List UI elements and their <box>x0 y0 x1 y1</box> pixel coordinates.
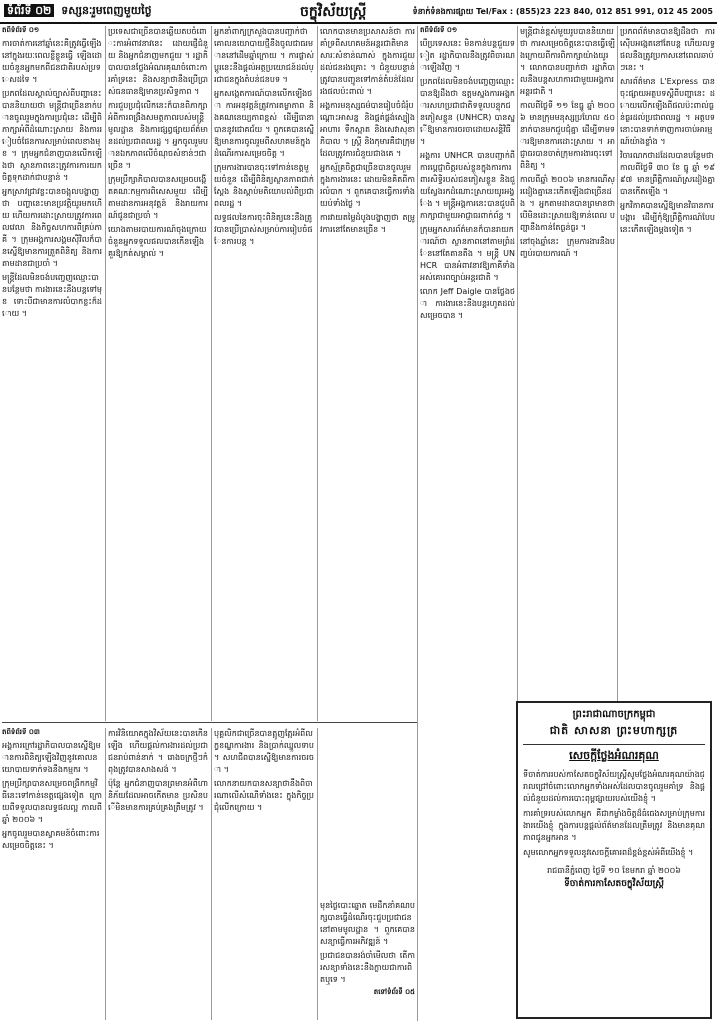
article-column-3 <box>214 26 314 716</box>
paragraph: ក្រុមប្រឹក្សាភិបាលបានសម្រេចបង្កើតគណៈកម្មការពិសេសមួយ ដើម្បីតាមដានការអនុវត្តន៍ និងរាយការណ៍ជូនជាប្រចាំ ។ <box>108 175 208 220</box>
paragraph: ប៉ុន្តែ អ្នកជំនាញបានព្រមានអំពីហានិភ័យដែលអាចកើតមាន ប្រសិនបើមិនមានការគ្រប់គ្រងត្រឹមត្រូវ ។ <box>108 779 208 812</box>
page-header <box>0 0 717 24</box>
paragraph: បើប្រទេសនេះ មិនកាន់បន្តជួយទៀត រដ្ឋាភិបាលនឹងត្រូវពិចារណាឡើងវិញ ។ <box>420 39 515 72</box>
section-label: ទស្សនៈរួមពេញមួយថ្ងៃ <box>61 4 152 17</box>
column-divider <box>617 26 618 701</box>
lower-article-column-3 <box>214 728 314 1018</box>
column-divider <box>211 26 212 721</box>
notice-signature: ទីចាត់ការកាសែតចក្ខុវិស័យស្ត្រី <box>564 879 664 889</box>
paragraph: អ្នកស្រាវជ្រាវខ្លះបានចង្អុលបង្ហាញថា បញ្ហានេះមានប្រវត្តិយូរមកហើយ ហើយការដោះស្រាយត្រូវការពេលវេលា និងកិច្ចសហការពីគ្រប់ភាគី ។ ក្រុមអង្គការសង្គមស៊ីវិលក៏បានស្នើឱ្យមានការត្រួតពិនិត្យ និងការតាមដានជាប្រចាំ ។ <box>2 187 102 268</box>
continued-to-label: តទៅទំព័រទី ០៥ <box>373 988 415 996</box>
paragraph: ប្រភពព័ត៌មានបានឱ្យដឹងថា ការស៊ើបអង្កេតនៅតែបន្ត ហើយលទ្ធផលនឹងត្រូវប្រកាសនៅពេលឆាប់ៗនេះ ។ <box>620 27 715 72</box>
paragraph: នៅចុងឆ្នាំនេះ ក្រុមការងារនឹងបញ្ចប់របាយការណ៍ ។ <box>520 237 615 258</box>
column-divider <box>517 26 518 701</box>
acknowledgement-notice <box>516 701 712 1019</box>
notice-heading <box>523 707 705 745</box>
column-divider <box>105 728 106 1020</box>
paragraph: ប្រភពដែលស្គាល់ច្បាស់ពីបញ្ហានេះបាននិយាយថា មន្ត្រីជាច្រើននាក់បានចូលរួមក្នុងការប្រជុំនេះ ដើម្បីពិភាក្សាអំពីដំណោះស្រាយ និងការរៀបចំផែនការសម្រាប់ពេលខាងមុខ ។ ក្រុមអ្នកជំនាញបានលើកឡើងថា ស្ថានភាពនេះត្រូវការការយកចិត្តទុកដាក់ជាបន្ទាន់ ។ <box>2 89 102 182</box>
paragraph: អ្នកវិភាគបានស្នើឱ្យមានវិធានការបង្ការ ដើម្បីកុំឱ្យព្រឹត្តិការណ៍បែបនេះកើតឡើងម្តងទៀត ។ <box>620 201 715 234</box>
column-divider <box>317 26 318 721</box>
column-divider <box>317 728 318 1020</box>
section-divider <box>2 722 417 723</box>
paragraph: អង្គការក្រៅរដ្ឋាភិបាលបានស្នើឱ្យមានការពិនិត្យឡើងវិញនូវគោលនយោបាយទាក់ទងនឹងកម្មករ ។ <box>2 741 101 774</box>
paragraph: មន្ត្រីដែលមិនចង់បញ្ចេញឈ្មោះបានបន្ថែមថា ការងារនេះនឹងបន្តទៅមុខ ទោះបីជាមានការលំបាកខ្លះក៏ដោយ ។ <box>2 273 102 318</box>
lower-article-column-1 <box>2 728 102 1018</box>
paragraph: លោកបានមានប្រសាសន៍ថា ការគាំទ្រពីសហគមន៍អន្តរជាតិមានសារៈសំខាន់ណាស់ ក្នុងការជួយដល់ជនរងគ្រោះ ។ ជំនួយបន្ទាន់ត្រូវបានបញ្ជូនទៅកាន់តំបន់ដែលរងផលប៉ះពាល់ ។ <box>320 27 415 96</box>
paragraph: មុនថ្ងៃបោះឆ្នោត មេដឹកនាំគណបក្សបានធ្វើដំណើរចុះជួបប្រជាជននៅតាមមូលដ្ឋាន ។ ពួកគេបានសន្យាធ្វើការអភិវឌ្ឍន៍ ។ <box>320 901 415 946</box>
continued-from-label: តពីទំព័រទី ០១ <box>420 26 458 34</box>
paragraph: កាលពីឆ្នាំ ២០០៦ មានករណីស្រដៀងគ្នានេះកើតឡើងជាច្រើនដង ។ អ្នកតាមដានបានព្រមានថា បើមិនដោះស្រាយឱ្យទាន់ពេល បញ្ហានឹងកាន់តែធ្ងន់ធ្ងរ ។ <box>520 175 615 232</box>
article-column-1 <box>2 26 102 716</box>
page-number: ទំព័រទី ០២ <box>4 4 54 17</box>
motto-line: ជាតិ សាសនា ព្រះមហាក្សត្រ <box>549 724 679 737</box>
paragraph: ក្រុមប្រឹក្សាបានសម្រេចពង្រីកកម្មវិធីនេះទៅកាន់ខេត្តផ្សេងទៀត ក្រោយពីទទួលបានលទ្ធផលល្អ កាលពីឆ្នាំ ២០០៦ ។ <box>2 779 102 824</box>
paper-title: ចក្ខុវិស័យស្ត្រី <box>300 4 367 20</box>
paragraph: លោក Jeff Daigle បានថ្លែងថា ការងារនេះនឹងបន្តរហូតដល់សម្រេចបាន ។ <box>420 287 515 320</box>
continued-from-label: តពីទំព័រទី ០៣ <box>2 728 40 736</box>
paragraph: ប្រទេសជាច្រើនបានឆ្លើយតបចំពោះការអំពាវនាវនេះ ដោយផ្ញើជំនួយ និងអ្នកជំនាញមកជួយ ។ រដ្ឋាភិបាលបានថ្លែងអំណរគុណចំពោះការគាំទ្រនេះ និងសន្យាថានឹងប្រើប្រាស់ធនធានឱ្យមានប្រសិទ្ធភាព ។ <box>108 27 208 96</box>
article-column-6 <box>520 26 615 696</box>
paragraph: អ្នកសង្កេតការណ៍បានលើកឡើងថា ការអនុវត្តន៍ត្រូវការតម្លាភាព និងគណនេយ្យភាពខ្ពស់ ដើម្បីធានាបាននូវជោគជ័យ ។ ពួកគេបានស្នើឱ្យមានការចូលរួមពីសហគមន៍ក្នុងដំណើរការសម្រេចចិត្ត ។ <box>214 89 314 158</box>
paragraph: អង្គការមនុស្សធម៌បានរៀបចំជំរុំបណ្តោះអាសន្ន និងផ្គត់ផ្គង់ស្បៀងអាហារ ទឹកស្អាត និងសេវាសុខាភិបាល ។ ស្ត្រី និងកុមារគឺជាក្រុមដែលត្រូវការជំនួយជាងគេ ។ <box>320 101 415 158</box>
column-divider <box>211 728 212 1020</box>
paragraph: ក្រុមការងារបានចុះទៅកាន់ខេត្តមួយចំនួន ដើម្បីពិនិត្យស្ថានភាពជាក់ស្តែង និងស្តាប់មតិយោបល់ពីប្រជាពលរដ្ឋ ។ <box>214 163 314 208</box>
continued-from-label: តពីទំព័រទី ០១ <box>2 26 40 34</box>
contact-info: ទំនាក់ទំនងការផ្សាយ Tel/Fax : (855)23 223 840, 012 851 991, 012 45 2005 <box>412 7 713 16</box>
article-column-5 <box>420 26 515 1016</box>
notice-paragraph: ការគាំទ្ររបស់លោកអ្នក គឺជាកម្លាំងចិត្តដ៏ធំធេងសម្រាប់ក្រុមការងារយើងខ្ញុំ ក្នុងការបន្តផ្តល់ព័ត៌មានដែលត្រឹមត្រូវ និងមានគុណភាពជូនអ្នកអាន ។ <box>523 809 705 842</box>
article-column-7 <box>620 26 715 696</box>
paragraph: ប្រជាជនបានរង់ចាំមើលថា តើការសន្យាទាំងនេះនឹងក្លាយជាការពិតឬទេ ។ <box>320 951 415 984</box>
lower-article-column-4 <box>320 900 415 1018</box>
paragraph: វិចារណកថាដដែលបានបន្ថែមថា កាលពីថ្ងៃទី ៣០ ខែ ធ្នូ ឆ្នាំ ១៩៩៧ មានព្រឹត្តិការណ៍ស្រដៀងគ្នាបានកើតឡើង ។ <box>620 151 715 196</box>
kingdom-line: ព្រះរាជាណាចក្រកម្ពុជា <box>572 709 656 720</box>
paragraph: អ្នកស្ម័គ្រចិត្តជាច្រើនបានចូលរួមក្នុងការងារនេះ ដោយមិនគិតពីការលំបាក ។ ពួកគេបានធ្វើការទាំងយប់ទាំងថ្ងៃ ។ <box>320 163 415 208</box>
column-divider <box>105 26 106 721</box>
paragraph: បុគ្គលិកជាច្រើនបានត្អូញត្អែរអំពីលក្ខខណ្ឌការងារ និងប្រាក់ឈ្នួលទាប ។ សហជីពបានស្នើឱ្យមានការចរចា ។ <box>214 729 314 774</box>
article-column-4 <box>320 26 415 1016</box>
paragraph: អ្នកនាំពាក្យក្រសួងបានបញ្ជាក់ថា គោលនយោបាយថ្មីនឹងចូលជាធរមាននៅដើមឆ្នាំក្រោយ ។ ការផ្លាស់ប្តូរនេះនឹងផ្តល់អត្ថប្រយោជន៍ដល់ប្រជាជនក្នុងតំបន់ជនបទ ។ <box>214 27 314 84</box>
notice-paragraph: ទីចាត់ការរបស់កាសែតចក្ខុវិស័យស្ត្រីសូមថ្លែងអំណរគុណយ៉ាងជ្រាលជ្រៅចំពោះលោកអ្នកទាំងអស់ដែលបានចូលរួមគាំទ្រ និងផ្តល់ជំនួយដល់ការបោះពុម្ពផ្សាយរបស់យើងខ្ញុំ ។ <box>523 770 705 803</box>
paragraph: យោងតាមរបាយការណ៍ចុងក្រោយ ចំនួនអ្នកទទួលផលបានកើនឡើងគួរឱ្យកត់សម្គាល់ ។ <box>108 225 207 258</box>
paragraph: ការវាយតម្លៃដំបូងបង្ហាញថា តម្រូវការនៅតែមានច្រើន ។ <box>320 213 415 234</box>
paragraph: មន្ត្រីជាន់ខ្ពស់មួយរូបបាននិយាយថា ការសម្រេចចិត្តនេះបានធ្វើឡើងក្រោយពីការពិភាក្សាយ៉ាងយូរ ។ លោកបានបញ្ជាក់ថា រដ្ឋាភិបាលនឹងបន្តសហការជាមួយអង្គការអន្តរជាតិ ។ <box>520 27 615 96</box>
paragraph: អង្គការ UNHCR បានបញ្ជាក់ពីការប្តេជ្ញាចិត្តរបស់ខ្លួនក្នុងការការពារសិទ្ធិរបស់ជនភៀសខ្លួន និងជួយស្វែងរកដំណោះស្រាយយូរអង្វែង ។ មន្ត្រីអង្គការនេះបានជួបពិភាក្សាជាមួយអាជ្ញាធរពាក់ព័ន្ធ ។ <box>420 151 515 220</box>
paragraph: ការវិនិយោគក្នុងវិស័យនេះបានកើនឡើង ហើយផ្តល់ការងារដល់ប្រជាជនរាប់ពាន់នាក់ ។ រោងចក្រថ្មីៗកំពុងត្រូវបានសាងសង់ ។ <box>108 729 208 774</box>
article-column-2 <box>108 26 208 716</box>
notice-title: សេចក្តីថ្លែងអំណរគុណ <box>569 749 659 762</box>
paragraph: សារព័ត៌មាន L'Express បានចុះផ្សាយអត្ថបទស្តីពីបញ្ហានេះ ដោយលើកឡើងពីផលប៉ះពាល់ធ្ងន់ធ្ងរដល់ប្រជាពលរដ្ឋ ។ អត្ថបទនោះបានទាក់ទាញការចាប់អារម្មណ៍យ៉ាងខ្លាំង ។ <box>620 77 715 146</box>
paragraph: លទ្ធផលនៃការចុះពិនិត្យនេះនឹងត្រូវបានប្រើប្រាស់សម្រាប់ការរៀបចំផែនការបន្ត ។ <box>214 213 313 246</box>
paragraph: លោកនាយកបានសន្យាថានឹងពិចារណាលើសំណើទាំងនេះ ក្នុងកិច្ចប្រជុំលើកក្រោយ ។ <box>214 779 314 812</box>
notice-date: រាជធានីភ្នំពេញ ថ្ងៃទី ១០ ខែមករា ឆ្នាំ ២០០៦ <box>547 866 681 875</box>
notice-paragraph: សូមលោកអ្នកទទួលនូវសេចក្តីគោរពដ៏ខ្ពង់ខ្ពស់អំពីយើងខ្ញុំ ។ <box>523 848 694 857</box>
header-left <box>4 4 152 20</box>
paragraph: ក្រុមអ្នកសារព័ត៌មានក៏បានរាយការណ៍ថា ស្ថានភាពនៅតាមព្រំដែននៅតែតានតឹង ។ មន្ត្រី UNHCR បានអំពាវនាវឱ្យភាគីទាំងអស់គោរពច្បាប់អន្តរជាតិ ។ <box>420 225 515 282</box>
paragraph: ការចាត់ការនៅឆ្នាំនេះគឺត្រូវធ្វើឡើងនៅក្នុងរយៈពេលខ្លីខ្លួនធ្វើ ឡើងដោយចំនួនអ្នកមកពីជនជាតិរបស់ប្រទេសដទៃ ។ <box>2 39 102 84</box>
paragraph: ប្រភពដែលមិនចង់បញ្ចេញឈ្មោះបានឱ្យដឹងថា ឧត្តមស្នងការអង្គការសហប្រជាជាតិទទួលបន្ទុកជនភៀសខ្លួន (UNHCR) បានស្នើឱ្យមានការចរចាដោយសន្តិវិធី ។ <box>420 77 515 146</box>
column-divider <box>417 26 418 1021</box>
paragraph: កាលពីថ្ងៃទី ១១ ខែធ្នូ ឆ្នាំ ២០០៦ មានក្រុមមនុស្សប្រហែល ៥០ នាក់បានមកជួបជុំគ្នា ដើម្បីទាមទារឱ្យមានការដោះស្រាយ ។ អាជ្ញាធរបានចាត់ក្រុមការងារចុះទៅពិនិត្យ ។ <box>520 101 615 170</box>
lower-article-column-2 <box>108 728 208 1018</box>
paragraph: អ្នកចូលរួមបានស្វាគមន៍ចំពោះការសម្រេចចិត្តនេះ ។ <box>2 829 100 850</box>
paragraph: ការជួបប្រជុំលើកនេះក៏បានពិភាក្សាអំពីការពង្រឹងសមត្ថភាពរបស់មន្ត្រីមូលដ្ឋាន និងការផ្សព្វផ្សាយព័ត៌មានដល់ប្រជាពលរដ្ឋ ។ អ្នកចូលរួមបានឯកភាពលើចំណុចសំខាន់ៗជាច្រើន ។ <box>108 101 208 170</box>
